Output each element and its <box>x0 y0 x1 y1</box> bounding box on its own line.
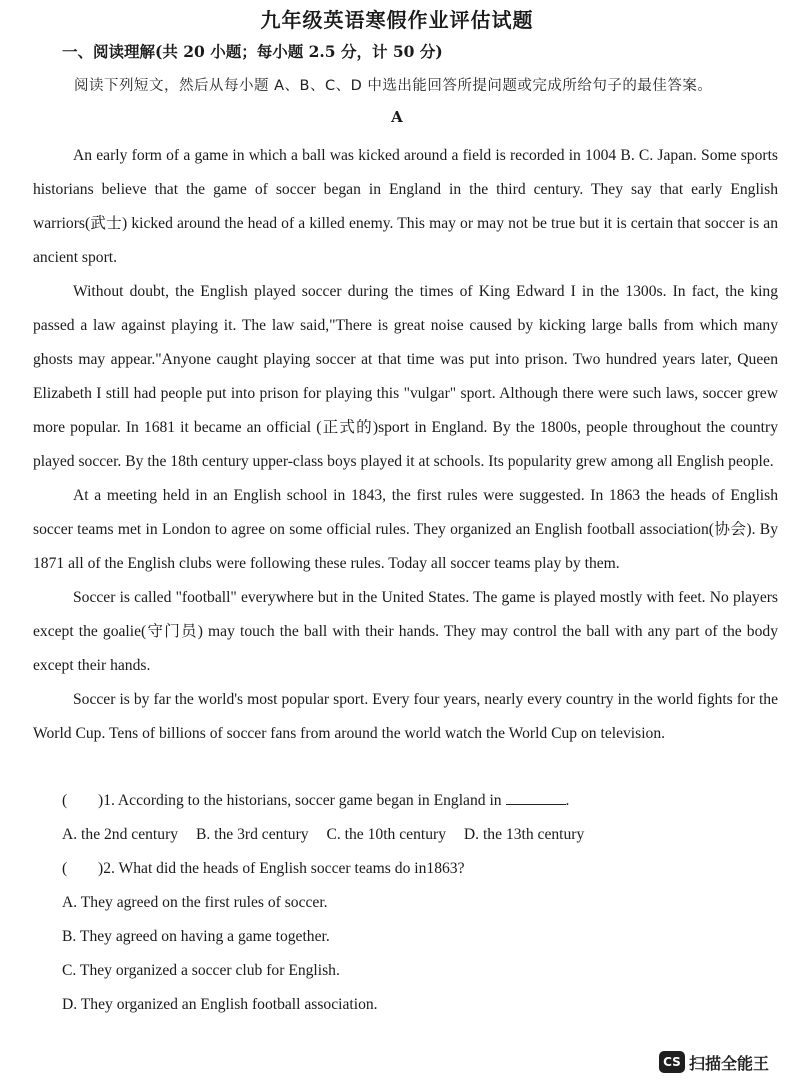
instructions: 阅读下列短文，然后从每小题 A、B、C、D 中选出能回答所提问题或完成所给句子的最佳答案。 <box>74 78 713 94</box>
paragraph: An early form of a game in which a ball was kicked around a field is recorded in 1004 B. C. Japan. Some sports historians believe that the game of soccer began in England in the third century. They say that early English warriors(武士) kicked around the head of a killed enemy. This may or may not be true but it is certain that soccer is an ancient sport. <box>33 147 778 266</box>
paragraph: Soccer is by far the world's most popular sport. Every four years, nearly every country in the world fights for the World Cup. Tens of billions of soccer fans from around the world watch the World Cup on television. <box>33 691 778 742</box>
section-heading: 一、阅读理解(共 20 小题；每小题 2.5 分，计 50 分) <box>62 42 443 61</box>
paragraph: At a meeting held in an English school in 1843, the first rules were suggested. In 1863 the heads of English soccer teams met in London to agree on some official rules. They organized an English football association(协会). By 1871 all of the English clubs were following these rules. Today all soccer teams play by them. <box>33 487 778 572</box>
question-1 <box>62 784 778 818</box>
question-stem: )2. What did the heads of English soccer teams do in1863? <box>98 860 465 877</box>
option-c: C. the 10th century <box>326 826 446 843</box>
option-b: B. the 3rd century <box>195 826 309 843</box>
option-d: D. They organized an English football association. <box>62 996 378 1013</box>
question-1-options <box>62 818 778 852</box>
passage <box>33 139 778 751</box>
page-title: 九年级英语寒假作业评估试题 <box>260 8 534 32</box>
option-a: A. They agreed on the first rules of soccer. <box>62 894 328 911</box>
option-a: A. the 2nd century <box>62 826 179 843</box>
watermark-label: 扫描全能王 <box>689 1053 770 1073</box>
paragraph: Soccer is called "football" everywhere but in the United States. The game is played mostly with feet. No players except the goalie(守门员) may touch the ball with their hands. They may control the ball with any part of the body except their hands. <box>33 589 778 674</box>
answer-paren: ( <box>62 792 68 809</box>
answer-blank <box>506 790 566 805</box>
question-stem: )1. According to the historians, soccer game began in England in <box>98 792 502 809</box>
passage-label: A <box>391 108 403 126</box>
paragraph: Without doubt, the English played soccer during the times of King Edward I in the 1300s. In fact, the king passed a law against playing it. The law said,"There is great noise caused by kicking large balls from which many ghosts may appear."Anyone caught playing soccer at that time was put into prison. Two hundred years later, Queen Elizabeth I still had people put into prison for playing this "vulgar" sport. Although there were such laws, soccer grew more popular. In 1681 it became an official (正式的)sport in England. By the 1800s, people throughout the country played soccer. By the 18th century upper-class boys played it at schools. Its popularity grew among all English people. <box>33 283 778 470</box>
scanner-watermark <box>659 1050 769 1074</box>
option-d: D. the 13th century <box>463 826 585 843</box>
option-c: C. They organized a soccer club for English. <box>62 962 340 979</box>
questions <box>62 784 778 1022</box>
answer-paren: ( <box>62 860 68 877</box>
question-end: . <box>565 792 570 809</box>
camscanner-icon: CS <box>659 1051 685 1073</box>
option-b: B. They agreed on having a game together. <box>62 928 330 945</box>
question-2 <box>62 852 778 886</box>
